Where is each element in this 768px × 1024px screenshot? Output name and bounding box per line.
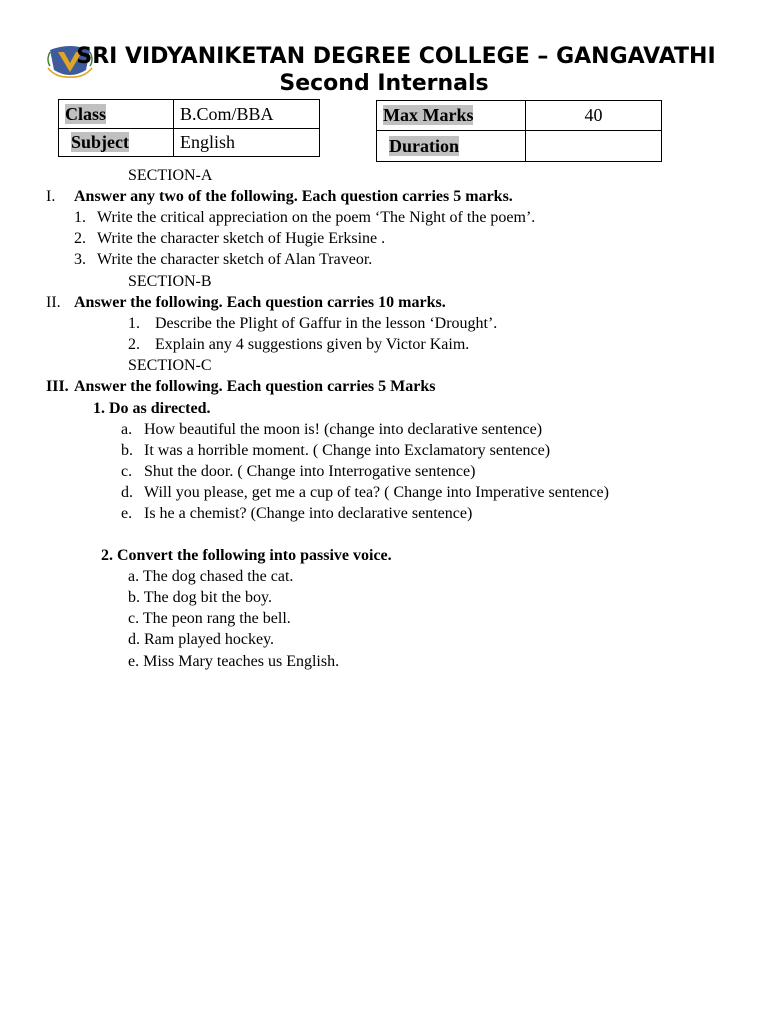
- passive-item-a: a. The dog chased the cat.: [128, 568, 294, 585]
- class-label: Class: [65, 103, 107, 124]
- passive-voice-heading: 2. Convert the following into passive voice.: [101, 547, 392, 564]
- section-a-q1-text: Write the critical appreciation on the poem ‘The Night of the poem’.: [97, 209, 536, 226]
- directed-item-d-text: Will you please, get me a cup of tea? ( Change into Imperative sentence): [144, 484, 609, 501]
- marks-duration-table: [376, 100, 662, 162]
- passive-item-b: b. The dog bit the boy.: [128, 589, 272, 606]
- section-a-q3-num: 3.: [74, 251, 86, 268]
- passive-item-c: c. The peon rang the bell.: [128, 610, 291, 627]
- section-c-instruction: Answer the following. Each question carries 5 Marks: [74, 378, 436, 395]
- section-a-q2-text: Write the character sketch of Hugie Erksine .: [97, 230, 386, 247]
- max-marks-label-cell: [377, 101, 526, 131]
- directed-item-b-num: b.: [121, 442, 133, 459]
- passive-item-d: d. Ram played hockey.: [128, 631, 275, 648]
- subject-value: English: [174, 129, 320, 157]
- section-a-title: SECTION-A: [128, 167, 213, 184]
- directed-item-a-text: How beautiful the moon is! (change into declarative sentence): [144, 421, 543, 438]
- section-b-q1-num: 1.: [128, 315, 140, 332]
- section-a-instruction: Answer any two of the following. Each question carries 5 marks.: [74, 188, 513, 205]
- section-a-q3-text: Write the character sketch of Alan Traveor.: [97, 251, 373, 268]
- section-a-q1-num: 1.: [74, 209, 86, 226]
- class-label-cell: [59, 100, 174, 129]
- max-marks-label: Max Marks: [383, 105, 474, 125]
- section-b-q2-text: Explain any 4 suggestions given by Victor Kaim.: [155, 336, 470, 353]
- class-subject-table: [58, 99, 320, 157]
- section-a-numeral: I.: [46, 188, 56, 205]
- directed-item-d-num: d.: [121, 484, 133, 501]
- section-b-q2-num: 2.: [128, 336, 140, 353]
- section-c-numeral: III.: [46, 378, 69, 395]
- section-b-title: SECTION-B: [128, 273, 212, 290]
- exam-name: Second Internals: [279, 71, 489, 96]
- directed-item-e-num: e.: [121, 505, 133, 522]
- directed-item-c-num: c.: [121, 463, 133, 480]
- duration-value: [526, 131, 662, 162]
- class-value: B.Com/BBA: [174, 100, 320, 129]
- subject-label: Subject: [71, 132, 129, 152]
- directed-item-e-text: Is he a chemist? (Change into declarative sentence): [144, 505, 473, 522]
- duration-label: Duration: [389, 135, 460, 156]
- college-name: SRI VIDYANIKETAN DEGREE COLLEGE – GANGAVATHI: [76, 44, 716, 69]
- section-b-instruction: Answer the following. Each question carries 10 marks.: [74, 294, 446, 311]
- section-c-title: SECTION-C: [128, 357, 212, 374]
- section-b-q1-text: Describe the Plight of Gaffur in the lesson ‘Drought’.: [155, 315, 498, 332]
- max-marks-value: 40: [526, 101, 662, 131]
- section-a-q2-num: 2.: [74, 230, 86, 247]
- subject-label-cell: [59, 129, 174, 157]
- section-b-numeral: II.: [46, 294, 61, 311]
- do-as-directed-heading: 1. Do as directed.: [93, 400, 211, 417]
- directed-item-a-num: a.: [121, 421, 133, 438]
- duration-label-cell: [377, 131, 526, 162]
- directed-item-c-text: Shut the door. ( Change into Interrogative sentence): [144, 463, 476, 480]
- directed-item-b-text: It was a horrible moment. ( Change into Exclamatory sentence): [144, 442, 551, 459]
- passive-item-e: e. Miss Mary teaches us English.: [128, 653, 340, 670]
